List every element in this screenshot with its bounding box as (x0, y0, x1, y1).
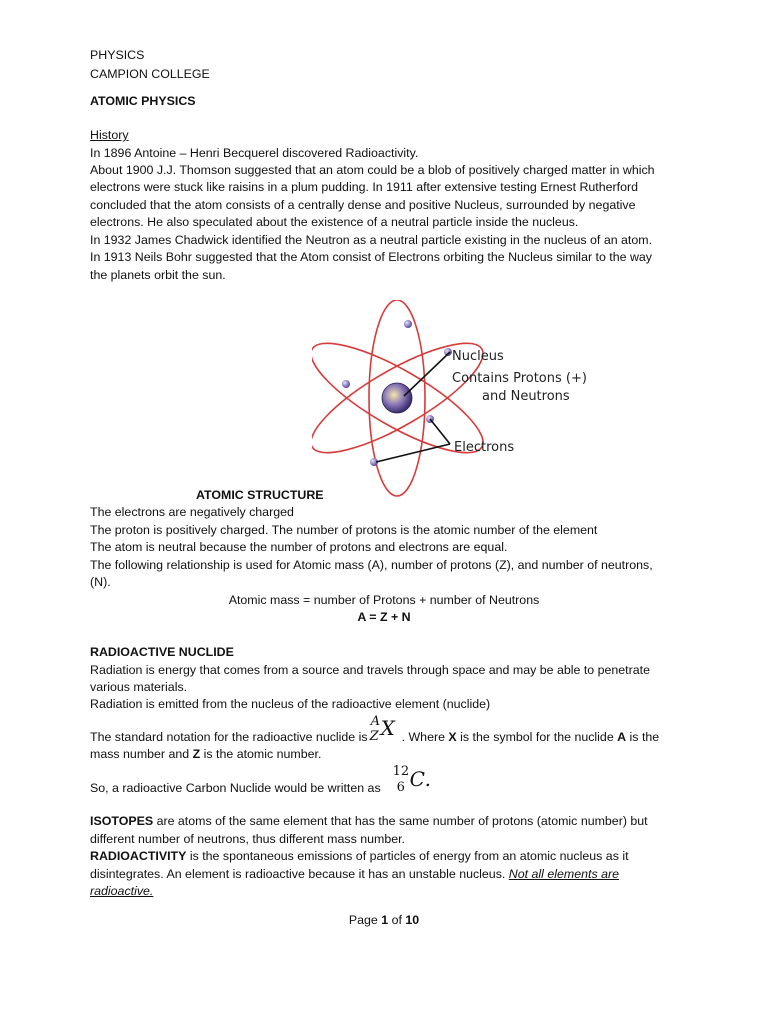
formula-words: Atomic mass = number of Protons + number of Neutrons (228, 593, 540, 607)
history-line: In 1913 Neils Bohr suggested that the Atom consist of Electrons orbiting the Nucleus similar to the way (90, 250, 653, 264)
radioactivity-term: RADIOACTIVITY (90, 849, 187, 863)
carbon-notation (392, 764, 445, 795)
structure-line: The proton is positively charged. The number of protons is the atomic number of the element (90, 523, 598, 537)
structure-line: The following relationship is used for Atomic mass (A), number of protons (Z), and number of neutrons, (90, 558, 653, 572)
history-line: About 1900 J.J. Thomson suggested that an atom could be a blob of positively charged matter in which (90, 163, 655, 177)
label-neutrons: and Neutrons (482, 389, 570, 404)
radioactivity-line (90, 849, 629, 864)
notation-atomic: Z (369, 729, 379, 744)
document-title: ATOMIC PHYSICS (90, 94, 196, 108)
label-nucleus: Nucleus (452, 349, 504, 364)
notation-suffix: is the (626, 730, 660, 744)
isotopes-term: ISOTOPES (90, 814, 154, 828)
notation-x: X (448, 730, 457, 744)
label-contains: Contains Protons (+) (452, 371, 587, 386)
subject-line: PHYSICS (90, 48, 145, 62)
history-line: concluded that the atom consists of a centrally dense and positive Nucleus, surrounded by negative (90, 198, 636, 212)
page-current: 1 (381, 913, 389, 927)
notation-prefix: The standard notation for the radioactive nuclide is (90, 730, 368, 744)
label-electrons: Electrons (454, 440, 515, 455)
electron-pointer (376, 444, 450, 462)
isotopes-line (90, 814, 648, 829)
carbon-prefix: So, a radioactive Carbon Nuclide would be written as (90, 781, 381, 795)
formula: A = Z + N (357, 610, 411, 624)
history-line: the planets orbit the sun. (90, 268, 226, 282)
radioactivity-emphasis: Not all elements are (508, 867, 619, 881)
structure-line: The atom is neutral because the number of protons and electrons are equal. (90, 540, 508, 554)
notation-suffix: . Where (401, 730, 449, 744)
page-total: 10 (405, 913, 420, 927)
electron-pointer (430, 419, 450, 444)
notation-text: is the atomic number. (200, 747, 322, 761)
radioactivity-line-2 (90, 867, 619, 882)
radioactivity-line-3 (90, 884, 153, 899)
structure-line: The electrons are negatively charged (90, 505, 294, 519)
page-number (0, 913, 768, 928)
nuclide-line: Radiation is emitted from the nucleus of the radioactive element (nuclide) (90, 697, 491, 711)
notation-symbol: X (380, 716, 395, 740)
notation-line-2 (90, 747, 321, 762)
radioactivity-emphasis: radioactive. (90, 884, 154, 898)
electron-icon (404, 320, 412, 328)
carbon-line (90, 764, 445, 796)
atomic-structure-heading: ATOMIC STRUCTURE (196, 488, 324, 502)
nuclide-notation (368, 714, 402, 744)
notation-suffix: is the symbol for the nuclide (456, 730, 618, 744)
notation-z: Z (192, 747, 201, 761)
structure-line: (N). (90, 575, 111, 589)
history-heading: History (90, 128, 129, 142)
history-line: electrons were stuck like raisins in a plum pudding. In 1911 after extensive testing Ernest Rutherford (90, 180, 638, 194)
history-line: In 1932 James Chadwick identified the Neutron as a neutral particle existing in the nucleus of an atom. (90, 233, 653, 247)
school-line: CAMPION COLLEGE (90, 67, 210, 81)
history-line: In 1896 Antoine – Henri Becquerel discovered Radioactivity. (90, 146, 419, 160)
page-word: Page (348, 913, 382, 927)
electron-icon (342, 380, 350, 388)
notation-a: A (617, 730, 627, 744)
radioactivity-text: is the spontaneous emissions of particles of energy from an atomic nucleus as it (186, 849, 629, 863)
carbon-symbol: C (409, 767, 425, 791)
radioactivity-text: disintegrates. An element is radioactive because it has an unstable nucleus. (90, 867, 509, 881)
nucleus-icon (382, 383, 412, 413)
carbon-dot: . (424, 767, 432, 791)
radioactive-nuclide-heading: RADIOACTIVE NUCLIDE (90, 645, 234, 659)
isotopes-text: are atoms of the same element that has the same number of protons (atomic number) but (153, 814, 648, 828)
notation-line (90, 714, 660, 745)
page-of: of (388, 913, 406, 927)
carbon-mass: 12 (392, 764, 410, 779)
nuclide-line: various materials. (90, 680, 188, 694)
carbon-atomic: 6 (396, 780, 405, 795)
history-line: electrons. He also speculated about the existence of a neutral particle inside the nucleus. (90, 215, 579, 229)
isotopes-line-2: different number of neutrons, thus different mass number. (90, 832, 405, 846)
nuclide-line: Radiation is energy that comes from a source and travels through space and may be able to penetrate (90, 663, 650, 677)
notation-text: mass number and (90, 747, 193, 761)
atom-diagram (312, 300, 602, 505)
notation-mass: A (370, 714, 380, 729)
